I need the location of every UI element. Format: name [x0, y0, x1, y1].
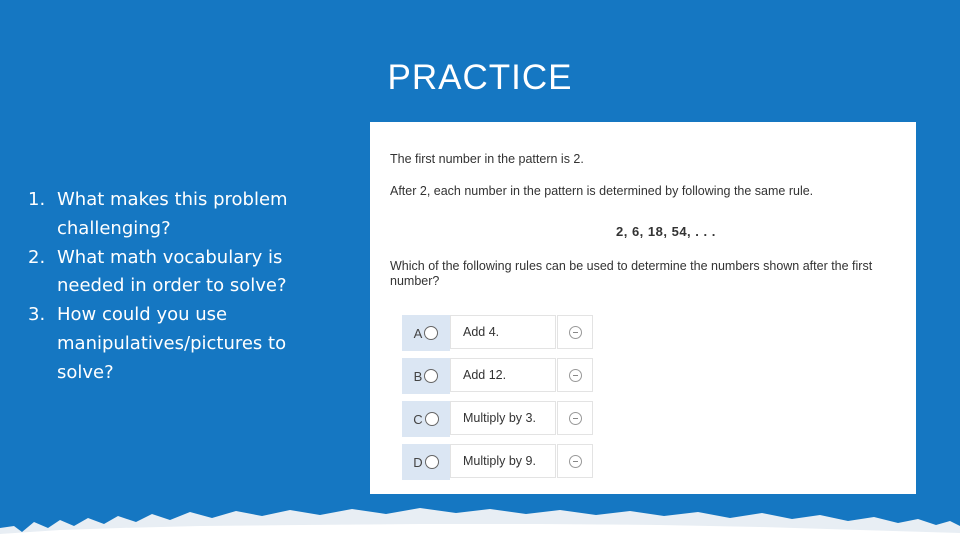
question-item [22, 186, 322, 244]
eliminate-button[interactable] [557, 358, 593, 392]
answer-option-b[interactable] [402, 358, 593, 394]
option-letter: C [413, 411, 423, 427]
minus-circle-icon [569, 369, 582, 382]
question-text: What math vocabulary is needed in order to solve? [57, 246, 287, 297]
option-text[interactable]: Multiply by 3. [450, 401, 556, 435]
radio-button[interactable] [424, 369, 438, 383]
problem-line-1: The first number in the pattern is 2. [390, 152, 584, 166]
problem-line-2: After 2, each number in the pattern is determined by following the same rule. [390, 184, 814, 198]
minus-circle-icon [569, 412, 582, 425]
number-sequence: 2, 6, 18, 54, . . . [616, 224, 716, 239]
discussion-questions [22, 186, 322, 388]
option-letter-box[interactable] [402, 315, 450, 351]
eliminate-button[interactable] [557, 315, 593, 349]
option-letter-box[interactable] [402, 401, 450, 437]
answer-option-a[interactable] [402, 315, 593, 351]
radio-button[interactable] [425, 412, 439, 426]
option-text[interactable]: Multiply by 9. [450, 444, 556, 478]
option-letter-box[interactable] [402, 444, 450, 480]
question-number: 3. [28, 304, 46, 326]
question-item [22, 244, 322, 302]
option-text[interactable]: Add 4. [450, 315, 556, 349]
question-number: 1. [28, 189, 46, 210]
answer-option-d[interactable] [402, 444, 593, 480]
eliminate-button[interactable] [557, 401, 593, 435]
radio-button[interactable] [424, 326, 438, 340]
option-text[interactable]: Add 12. [450, 358, 556, 392]
problem-panel [370, 122, 916, 494]
slide-title: PRACTICE [387, 58, 573, 97]
grunge-border-decoration [0, 506, 960, 540]
option-letter: A [413, 325, 423, 341]
option-letter: B [413, 368, 423, 384]
radio-button[interactable] [425, 455, 439, 469]
minus-circle-icon [569, 455, 582, 468]
eliminate-button[interactable] [557, 444, 593, 478]
problem-question: Which of the following rules can be used to determine the numbers shown after the first number? [390, 259, 873, 288]
minus-circle-icon [569, 326, 582, 339]
question-text: How could you use manipulatives/pictures to solve? [57, 304, 287, 383]
answer-option-c[interactable] [402, 401, 593, 437]
question-number: 2. [28, 246, 46, 268]
option-letter: D [413, 454, 423, 470]
question-text: What makes this problem challenging? [57, 189, 288, 239]
option-letter-box[interactable] [402, 358, 450, 394]
question-item [22, 301, 322, 387]
